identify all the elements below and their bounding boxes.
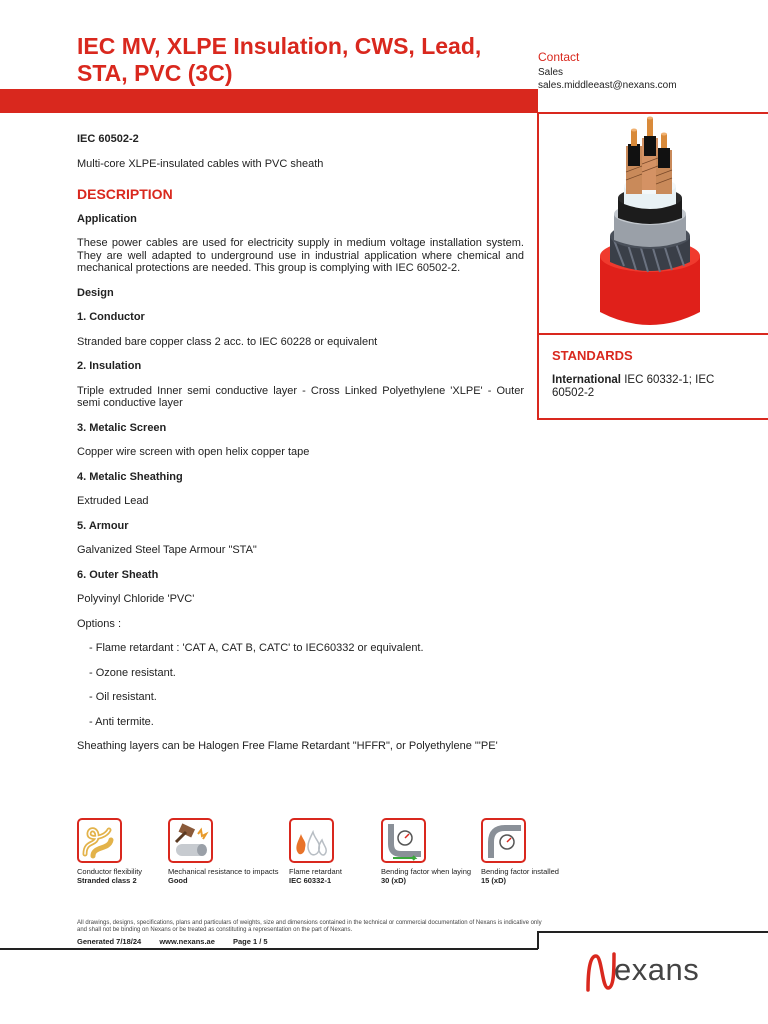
standards-title: STANDARDS [552,348,633,363]
standards-text [552,374,752,400]
armour-heading: 5. Armour [77,519,129,532]
options-label: Options : [77,617,122,630]
insulation-heading: 2. Insulation [77,360,142,372]
icon-value: 15 (xD) [481,876,507,885]
mechanical-resistance-icon [168,818,213,863]
option-item: - Anti termite. [89,715,154,728]
property-flame-retardant [289,818,389,885]
legal-disclaimer: All drawings, designs, specifications, plans and particulars of weights, size and dimensions contained in the technical or commercial documentation of Nexans is indicative only and shall not be binding on Nexans or be treated as constituting a representation on the part of Nexans. [77,920,542,933]
bending-factor-laying-icon [381,818,426,863]
standards-label: International [552,374,622,386]
side-panel-border [537,112,539,420]
icon-label: Flame retardant [289,867,342,876]
side-panel-bottom-border [538,418,768,420]
property-icons-row [77,818,577,888]
website-link[interactable]: www.nexans.ae [159,937,215,946]
application-heading: Application [77,212,137,225]
page-title: IEC MV, XLPE Insulation, CWS, Lead, STA, PVC (3C) [77,33,482,86]
side-panel-separator [538,333,768,335]
cable-cross-section-image [590,116,710,330]
property-conductor-flexibility [77,818,177,885]
insulation-text: Triple extruded Inner semi conductive layer - Cross Linked Polyethylene 'XLPE' - Outer semi conductive layer [77,384,524,409]
sheathing-note: Sheathing layers can be Halogen Free Flame Retardant "HFFR", or Polyethylene "'PE' [77,740,498,752]
sheathing-text: Extruded Lead [77,495,149,507]
property-bending-installed [481,818,581,885]
option-item: - Flame retardant : 'CAT A, CAT B, CATC' to IEC60332 or equivalent. [89,642,424,654]
contact-email[interactable]: sales.middleeast@nexans.com [538,80,677,91]
standards-value: IEC 60332-1; IEC 60502-2 [552,374,715,399]
flame-retardant-icon [289,818,334,863]
footer-divider-vertical [537,931,539,949]
icon-label: Bending factor installed [481,867,559,876]
description-title: DESCRIPTION [77,186,173,202]
icon-label: Bending factor when laying [381,867,472,876]
nexans-n-icon [584,950,618,994]
option-item: - Oil resistant. [89,691,157,703]
generated-date: Generated 7/18/24 [77,937,142,946]
footer-divider-right [538,931,768,933]
logo-text: exans [614,952,700,987]
conductor-flexibility-icon [77,818,122,863]
screen-heading: 3. Metalic Screen [77,421,167,434]
icon-value: IEC 60332-1 [289,876,332,885]
option-item: - Ozone resistant. [89,666,176,679]
icon-value: 30 (xD) [381,876,407,885]
sheathing-heading: 4. Metalic Sheathing [77,470,183,483]
design-heading: Design [77,286,114,299]
icon-label: Conductor flexibility [77,867,143,876]
standard-code: IEC 60502-2 [77,133,139,145]
conductor-text: Stranded bare copper class 2 acc. to IEC 60228 or equivalent [77,335,378,348]
screen-text: Copper wire screen with open helix copper tape [77,446,310,458]
footer-info [77,937,284,946]
property-bending-laying [381,818,481,885]
header-divider-right [538,112,768,114]
contact-block [538,50,677,92]
footer-divider [0,948,538,950]
icon-label: Mechanical resistance to impacts [168,867,279,876]
conductor-heading: 1. Conductor [77,311,145,323]
product-subtitle: Multi-core XLPE-insulated cables with PVC sheath [77,157,324,170]
contact-title: Contact [538,50,580,64]
contact-department: Sales [538,67,564,78]
bending-factor-installed-icon [481,818,526,863]
armour-text: Galvanized Steel Tape Armour "STA" [77,544,257,556]
header-red-bar [0,89,538,113]
icon-value: Stranded class 2 [77,876,137,885]
application-text: These power cables are used for electricity supply in medium voltage installation system. They are well adapted to underground use in industrial application where chemical and mechanical protections are needed. This group is complying with IEC 60502-2. [77,237,524,274]
outer-sheath-heading: 6. Outer Sheath [77,568,159,581]
outer-sheath-text: Polyvinyl Chloride 'PVC' [77,593,195,605]
nexans-logo [584,950,724,994]
page-number: Page 1 / 5 [233,937,268,946]
main-content [77,133,524,765]
property-mechanical-resistance [168,818,279,885]
icon-value: Good [168,876,188,885]
